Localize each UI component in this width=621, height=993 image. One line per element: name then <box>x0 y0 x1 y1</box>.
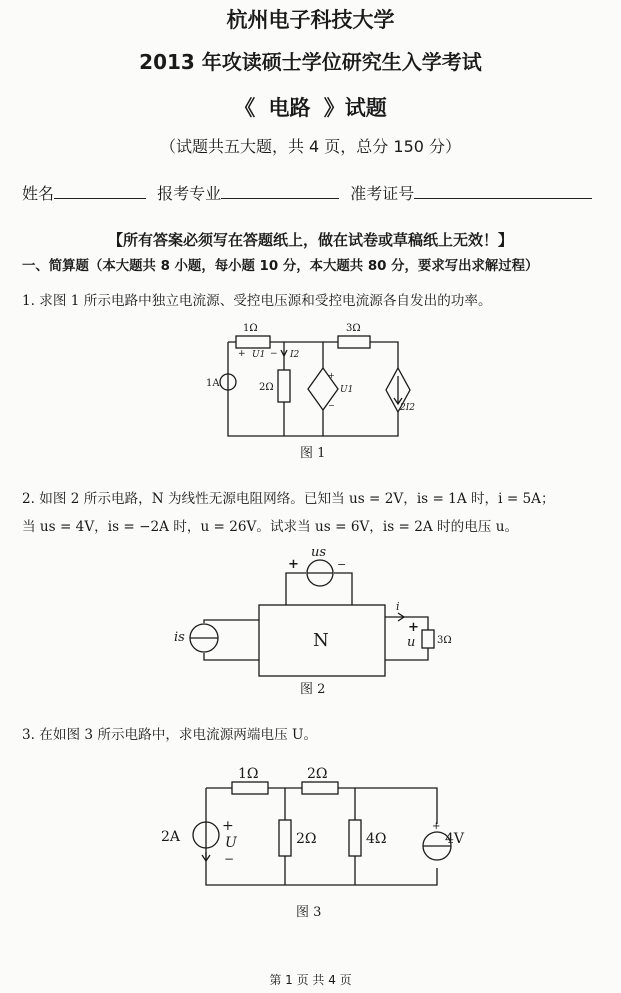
fig1-r2-label: 2Ω <box>259 382 274 393</box>
fig2-caption: 图 2 <box>300 682 326 697</box>
fig1-u1-label: U1 <box>252 350 266 360</box>
question-1: 1. 求图 1 所示电路中独立电流源、受控电压源和受控电流源各自发出的功率。 <box>22 293 492 309</box>
fig2-i-label: i <box>396 600 400 613</box>
resistor-3ohm <box>338 336 370 348</box>
exam-info: （试题共五大题，共 4 页，总分 150 分） <box>159 137 462 156</box>
fig3-u-label: U <box>225 835 237 851</box>
fig3-current-source-label: 2A <box>161 829 181 845</box>
resistor-top-1ohm <box>232 782 268 794</box>
fig3-r-mid1-label: 2Ω <box>296 831 317 847</box>
figure-3 <box>161 766 465 920</box>
fig1-source-label: 1A <box>206 378 220 389</box>
fig2-us-minus: − <box>337 558 347 571</box>
university-title: 杭州电子科技大学 <box>226 8 395 32</box>
fig1-minus: − <box>270 349 278 359</box>
fig1-vcvs-minus: − <box>328 401 335 410</box>
fig3-r-top2-label: 2Ω <box>307 766 328 782</box>
fig1-r1-label: 1Ω <box>243 323 258 334</box>
page-footer: 第 1 页 共 4 页 <box>269 973 352 987</box>
fig2-is-label: is <box>174 630 185 645</box>
question-2-line-2: 当 us = 4V，is = −2A 时，u = 26V。试求当 us = 6V，is = 2A 时的电压 u。 <box>22 519 519 535</box>
fig1-cccs-label: 2I2 <box>400 403 416 413</box>
notice: 【所有答案必须写在答题纸上，做在试卷或草稿纸上无效！】 <box>107 231 513 249</box>
exam-title: 2013 年攻读硕士学位研究生入学考试 <box>139 50 482 74</box>
figure-2 <box>174 545 452 697</box>
fig1-i2-label: I2 <box>290 350 300 360</box>
fig2-us-plus: + <box>288 557 299 572</box>
fig3-r-top1-label: 1Ω <box>238 766 259 782</box>
id-label: 准考证号 <box>350 184 415 203</box>
fig3-caption: 图 3 <box>296 905 322 920</box>
resistor-3ohm-load <box>422 630 434 648</box>
question-3: 3. 在如图 3 所示电路中，求电流源两端电压 U。 <box>22 727 318 743</box>
fig1-vcvs-plus: + <box>328 371 335 380</box>
fig1-caption: 图 1 <box>300 446 326 461</box>
fig3-voltage-source-label: 4V <box>445 831 465 847</box>
resistor-mid-2ohm <box>279 820 291 856</box>
question-2-line-1: 2. 如图 2 所示电路，N 为线性无源电阻网络。已知当 us = 2V，is = 1A 时，i = 5A； <box>22 491 555 507</box>
fig2-r-label: 3Ω <box>437 635 452 646</box>
resistor-1ohm <box>236 336 270 348</box>
figure-1 <box>206 323 415 461</box>
fig1-vcvs-label: U1 <box>340 385 354 395</box>
fig1-r3-label: 3Ω <box>346 323 361 334</box>
fig2-u-label: u <box>407 635 416 650</box>
fig2-us-label: us <box>311 545 327 560</box>
fig3-plus: + <box>222 818 234 834</box>
name-label: 姓名 <box>22 184 55 203</box>
section-title: 一、简算题（本大题共 8 小题，每小题 10 分，本大题共 80 分，要求写出求解过程） <box>22 259 539 274</box>
subject-title: 《 电路 》试题 <box>234 96 387 120</box>
major-label: 报考专业 <box>157 184 222 203</box>
fig3-minus: − <box>224 852 235 866</box>
fig1-plus: + <box>238 349 246 359</box>
fig2-network-label: N <box>313 630 329 651</box>
fig2-u-plus: + <box>408 620 419 635</box>
fig3-vs-plus: + <box>432 821 441 832</box>
resistor-mid-4ohm <box>349 820 361 856</box>
resistor-top-2ohm <box>302 782 338 794</box>
fig3-r-mid2-label: 4Ω <box>366 831 387 847</box>
resistor-2ohm <box>278 370 290 402</box>
